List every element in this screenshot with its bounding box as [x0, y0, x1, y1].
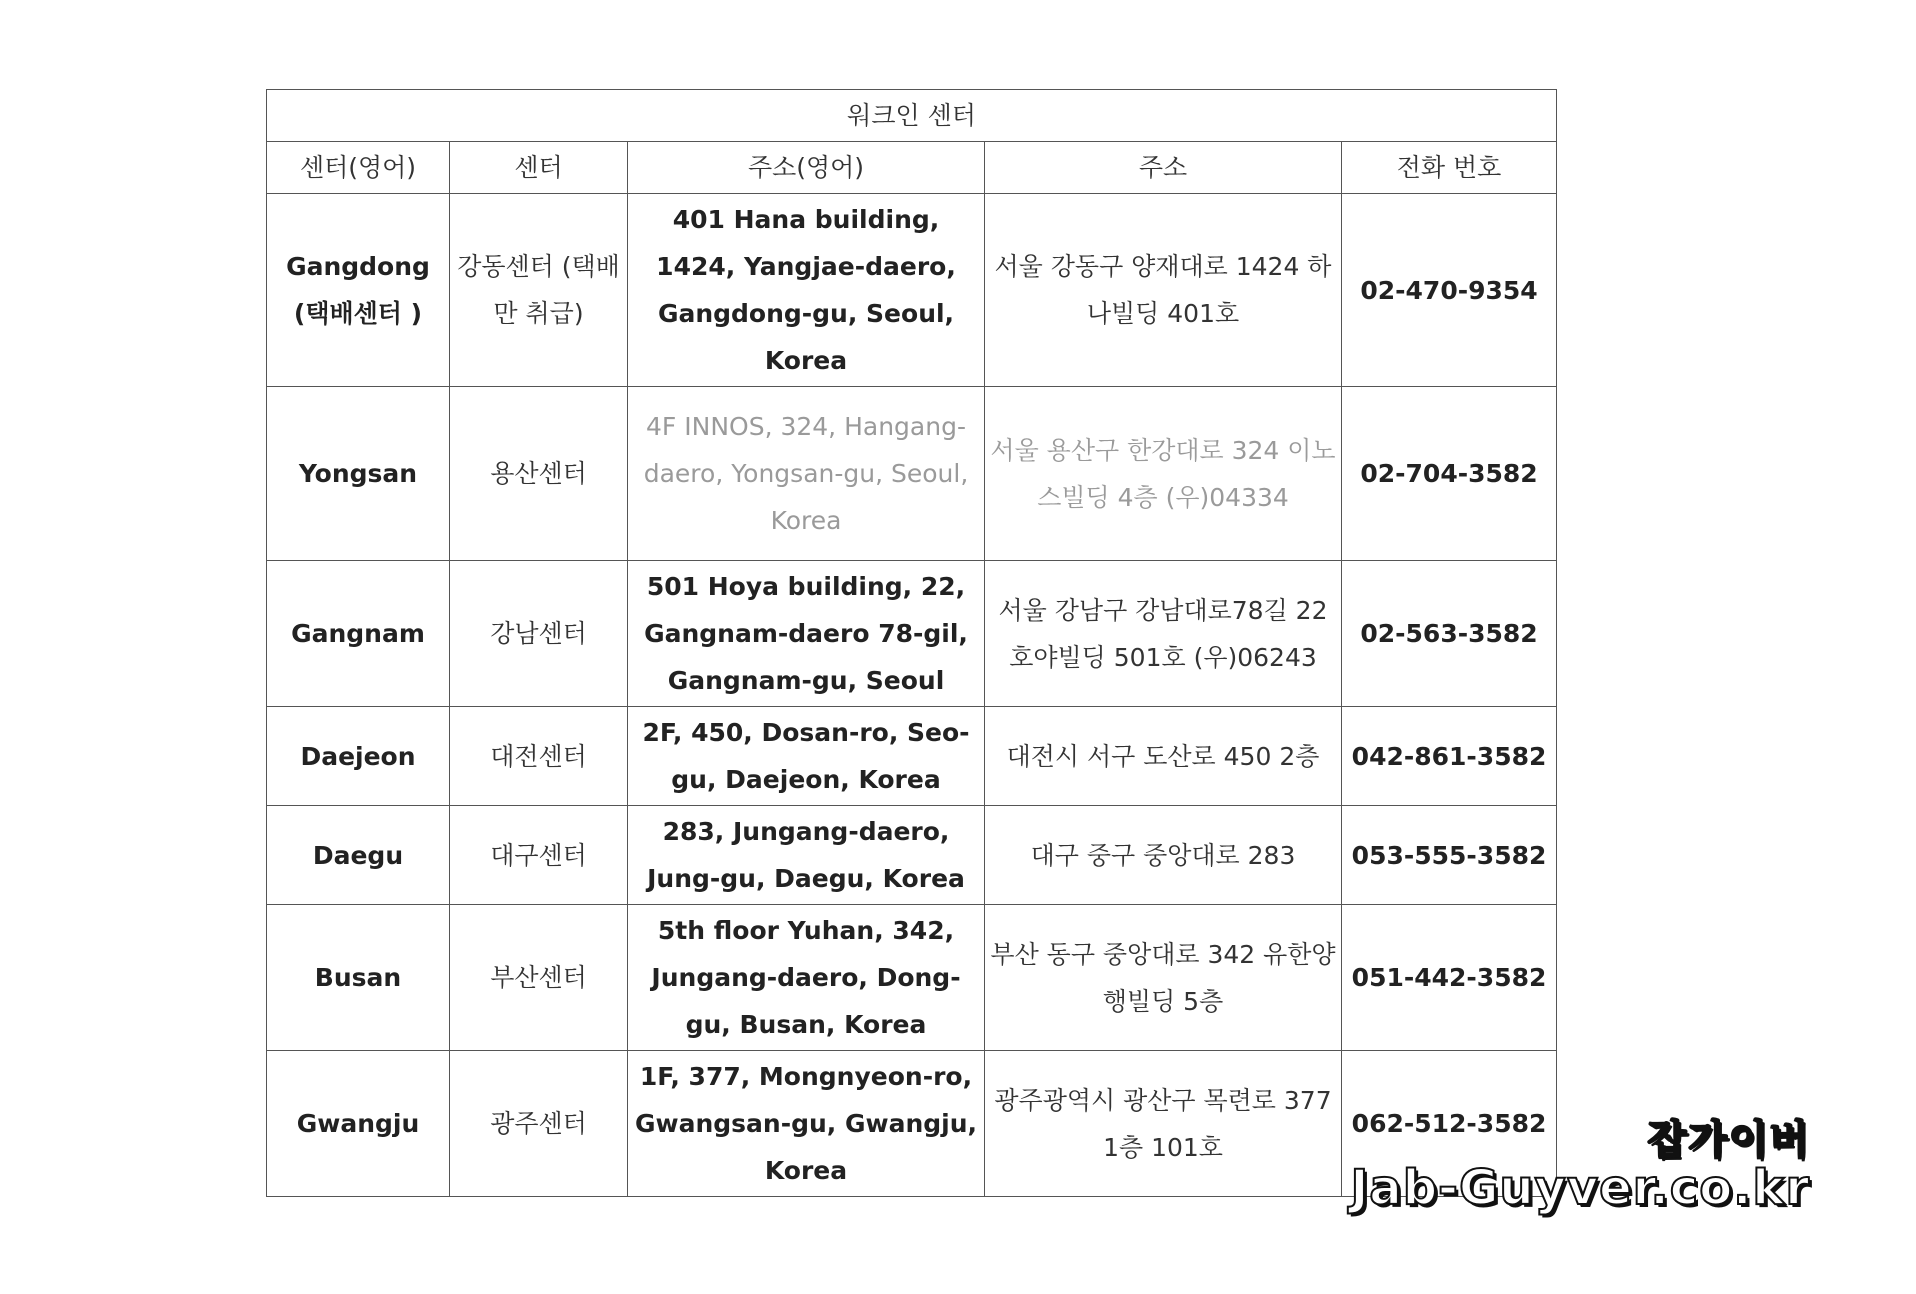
- header-center-ko: 센터: [450, 142, 628, 194]
- address-ko: 대구 중구 중앙대로 283: [985, 806, 1342, 905]
- address-ko: 서울 용산구 한강대로 324 이노스빌딩 4층 (우)04334: [985, 387, 1342, 561]
- watermark-korean: 잡가이버: [1647, 1117, 1810, 1163]
- center-name-en: Busan: [267, 905, 450, 1051]
- center-name-ko: 대구센터: [450, 806, 628, 905]
- phone-number: 02-470-9354: [1342, 194, 1557, 387]
- phone-number: 053-555-3582: [1342, 806, 1557, 905]
- walk-in-center-table: [266, 89, 1557, 1197]
- phone-number: 051-442-3582: [1342, 905, 1557, 1051]
- table-row: [267, 905, 1557, 1051]
- table-row: [267, 194, 1557, 387]
- phone-number: 02-704-3582: [1342, 387, 1557, 561]
- center-name-ko: 용산센터: [450, 387, 628, 561]
- center-name-en: Daejeon: [267, 707, 450, 806]
- center-name-ko: 광주센터: [450, 1051, 628, 1197]
- address-ko: 서울 강남구 강남대로78길 22 호야빌딩 501호 (우)06243: [985, 561, 1342, 707]
- address-en: 5th floor Yuhan, 342, Jungang-daero, Dong-gu, Busan, Korea: [628, 905, 985, 1051]
- phone-number: 042-861-3582: [1342, 707, 1557, 806]
- center-name-ko: 대전센터: [450, 707, 628, 806]
- address-en: 501 Hoya building, 22, Gangnam-daero 78-gil, Gangnam-gu, Seoul: [628, 561, 985, 707]
- center-name-en: Gangdong (택배센터 ): [267, 194, 450, 387]
- phone-number: 062-512-3582: [1342, 1051, 1557, 1197]
- center-name-ko: 강동센터 (택배만 취급): [450, 194, 628, 387]
- center-name-en: Daegu: [267, 806, 450, 905]
- center-name-en: Yongsan: [267, 387, 450, 561]
- table-row: [267, 561, 1557, 707]
- address-en: 4F INNOS, 324, Hangang-daero, Yongsan-gu, Seoul, Korea: [628, 387, 985, 561]
- site-watermark: [1350, 1118, 1810, 1215]
- center-name-en: Gangnam: [267, 561, 450, 707]
- watermark-english: Jab-Guyver.co.kr: [1350, 1160, 1810, 1216]
- address-en: 2F, 450, Dosan-ro, Seo-gu, Daejeon, Korea: [628, 707, 985, 806]
- table-title-row: [267, 90, 1557, 142]
- header-phone: 전화 번호: [1342, 142, 1557, 194]
- table-row: [267, 806, 1557, 905]
- header-center-en: 센터(영어): [267, 142, 450, 194]
- center-name-en: Gwangju: [267, 1051, 450, 1197]
- table-row: [267, 387, 1557, 561]
- header-address-en: 주소(영어): [628, 142, 985, 194]
- center-name-ko: 강남센터: [450, 561, 628, 707]
- address-ko: 대전시 서구 도산로 450 2층: [985, 707, 1342, 806]
- header-address-ko: 주소: [985, 142, 1342, 194]
- table-title: 워크인 센터: [267, 90, 1557, 142]
- table-header-row: [267, 142, 1557, 194]
- center-name-ko: 부산센터: [450, 905, 628, 1051]
- phone-number: 02-563-3582: [1342, 561, 1557, 707]
- address-ko: 광주광역시 광산구 목련로 377 1층 101호: [985, 1051, 1342, 1197]
- address-en: 401 Hana building, 1424, Yangjae-daero, Gangdong-gu, Seoul, Korea: [628, 194, 985, 387]
- table-row: [267, 707, 1557, 806]
- address-en: 283, Jungang-daero, Jung-gu, Daegu, Korea: [628, 806, 985, 905]
- address-en: 1F, 377, Mongnyeon-ro, Gwangsan-gu, Gwangju, Korea: [628, 1051, 985, 1197]
- address-ko: 서울 강동구 양재대로 1424 하나빌딩 401호: [985, 194, 1342, 387]
- address-ko: 부산 동구 중앙대로 342 유한양행빌딩 5층: [985, 905, 1342, 1051]
